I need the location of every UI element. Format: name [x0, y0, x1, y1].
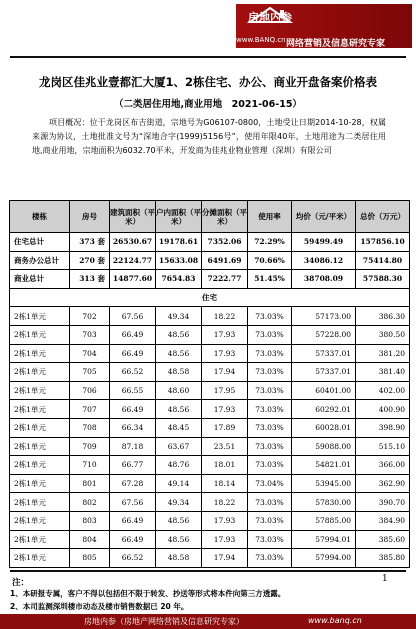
- price-table: [9, 200, 410, 568]
- table-cell: 17.93: [202, 530, 248, 549]
- table-cell: 23.51: [202, 437, 248, 456]
- table-cell: 67.56: [110, 307, 156, 326]
- table-row: [10, 325, 410, 344]
- table-cell: 73.03%: [248, 549, 292, 568]
- table-cell: 18.22: [202, 307, 248, 326]
- table-cell: 710: [70, 456, 110, 475]
- brand-tagline: 网络营销及信息研究专家: [286, 39, 386, 49]
- table-cell: 706: [70, 381, 110, 400]
- table-cell: 19178.61: [156, 233, 202, 252]
- table-cell: 2栋1单元: [10, 549, 70, 568]
- document-title: 龙岗区佳兆业壹都汇大厦1、2栋住宅、办公、商业开盘备案价格表: [39, 75, 377, 89]
- table-cell: 801: [70, 474, 110, 493]
- table-row: [10, 530, 410, 549]
- table-cell: 2栋1单元: [10, 400, 70, 419]
- project-overview: 项目概况：位于龙岗区布吉街道，宗地号为G06107-0800，土地受让日期2014-10-28，权属来源为协议，土地批准文号为“深地合字(1999)5156号”，使用年限40年，土地用途为二类居住用地,商业用地，宗地面积为6032.70平米，开发商为佳兆业物业管理（深圳）有限公司: [32, 118, 386, 155]
- table-cell: 73.03%: [248, 437, 292, 456]
- table-cell: 66.77: [110, 456, 156, 475]
- table-cell: 15633.08: [156, 251, 202, 270]
- section-label: 住宅: [10, 288, 410, 307]
- table-cell: 14877.60: [110, 270, 156, 289]
- note-item: 1、本研报专属，客户不得以包括但不限于转发、抄送等形式将本件向第三方透露。: [10, 589, 286, 598]
- section-row: [10, 288, 410, 307]
- table-row: [10, 381, 410, 400]
- table-row: [10, 344, 410, 363]
- footer-url: www.banq.cn: [308, 616, 362, 625]
- table-cell: 57994.01: [292, 530, 356, 549]
- table-cell: 59499.49: [292, 233, 356, 252]
- table-cell: 270 套: [70, 251, 110, 270]
- table-cell: 60028.01: [292, 418, 356, 437]
- table-cell: 400.90: [356, 400, 410, 419]
- table-header-row: [10, 201, 410, 233]
- table-cell: 2栋1单元: [10, 493, 70, 512]
- table-cell: 2栋1单元: [10, 344, 70, 363]
- table-cell: 373 套: [70, 233, 110, 252]
- table-cell: 57337.01: [292, 363, 356, 382]
- table-row: [10, 400, 410, 419]
- table-cell: 402.00: [356, 381, 410, 400]
- table-cell: 48.45: [156, 418, 202, 437]
- table-cell: 386.30: [356, 307, 410, 326]
- table-cell: 66.49: [110, 344, 156, 363]
- table-cell: 381.20: [356, 344, 410, 363]
- table-cell: 48.56: [156, 325, 202, 344]
- table-cell: 398.90: [356, 418, 410, 437]
- table-row: [10, 363, 410, 382]
- table-cell: 商业总计: [10, 270, 70, 289]
- table-cell: 17.95: [202, 381, 248, 400]
- table-cell: 73.03%: [248, 511, 292, 530]
- table-cell: 49.34: [156, 493, 202, 512]
- table-cell: 803: [70, 511, 110, 530]
- table-cell: 385.80: [356, 549, 410, 568]
- table-row: [10, 511, 410, 530]
- table-cell: 57994.00: [292, 549, 356, 568]
- table-cell: 59088.00: [292, 437, 356, 456]
- table-cell: 17.89: [202, 418, 248, 437]
- table-cell: 66.52: [110, 363, 156, 382]
- table-row: [10, 493, 410, 512]
- table-cell: 49.14: [156, 474, 202, 493]
- table-cell: 26530.67: [110, 233, 156, 252]
- table-cell: 366.00: [356, 456, 410, 475]
- table-cell: 66.49: [110, 325, 156, 344]
- column-header: 房号: [70, 201, 110, 233]
- table-cell: 73.03%: [248, 363, 292, 382]
- table-cell: 381.40: [356, 363, 410, 382]
- table-cell: 66.34: [110, 418, 156, 437]
- table-cell: 66.49: [110, 400, 156, 419]
- table-cell: 57885.00: [292, 511, 356, 530]
- table-cell: 66.49: [110, 511, 156, 530]
- table-cell: 2栋1单元: [10, 325, 70, 344]
- notes-label: 注：: [12, 578, 30, 588]
- table-cell: 48.56: [156, 400, 202, 419]
- table-cell: 49.34: [156, 307, 202, 326]
- table-cell: 73.03%: [248, 307, 292, 326]
- table-cell: 17.93: [202, 511, 248, 530]
- table-cell: 2栋1单元: [10, 381, 70, 400]
- table-cell: 804: [70, 530, 110, 549]
- table-cell: 57228.00: [292, 325, 356, 344]
- table-cell: 707: [70, 400, 110, 419]
- header-banner: [0, 0, 416, 52]
- table-cell: 72.29%: [248, 233, 292, 252]
- table-cell: 48.58: [156, 363, 202, 382]
- table-cell: 38708.09: [292, 270, 356, 289]
- header-rule: [10, 56, 406, 58]
- note-item: 2、本司监测深圳楼市动态及楼市销售数据已 20 年。: [10, 601, 189, 611]
- summary-row: [10, 270, 410, 289]
- table-row: [10, 437, 410, 456]
- table-cell: 17.94: [202, 549, 248, 568]
- table-cell: 17.94: [202, 363, 248, 382]
- table-cell: 390.70: [356, 493, 410, 512]
- table-cell: 708: [70, 418, 110, 437]
- table-cell: 380.50: [356, 325, 410, 344]
- table-row: [10, 418, 410, 437]
- table-cell: 362.90: [356, 474, 410, 493]
- table-cell: 34086.12: [292, 251, 356, 270]
- table-cell: 73.04%: [248, 474, 292, 493]
- table-cell: 313 套: [70, 270, 110, 289]
- table-cell: 66.55: [110, 381, 156, 400]
- brand-url: www.BANQ.cn: [236, 36, 286, 44]
- table-cell: 63.67: [156, 437, 202, 456]
- table-cell: 705: [70, 363, 110, 382]
- column-header: 建筑面积（平米）: [110, 201, 156, 233]
- table-cell: 51.45%: [248, 270, 292, 289]
- table-cell: 商务办公总计: [10, 251, 70, 270]
- table-cell: 385.60: [356, 530, 410, 549]
- table-cell: 73.03%: [248, 530, 292, 549]
- table-cell: 73.03%: [248, 400, 292, 419]
- document-subtitle: （二类居住用地,商业用地 2021-06-15）: [114, 99, 302, 110]
- table-cell: 384.90: [356, 511, 410, 530]
- table-cell: 57337.01: [292, 344, 356, 363]
- table-cell: 60401.00: [292, 381, 356, 400]
- table-cell: 17.93: [202, 344, 248, 363]
- table-cell: 73.03%: [248, 456, 292, 475]
- table-cell: 6491.69: [202, 251, 248, 270]
- table-cell: 7654.83: [156, 270, 202, 289]
- table-cell: 70.66%: [248, 251, 292, 270]
- table-cell: 2栋1单元: [10, 307, 70, 326]
- table-cell: 66.49: [110, 530, 156, 549]
- table-cell: 53945.00: [292, 474, 356, 493]
- table-cell: 18.01: [202, 456, 248, 475]
- column-header: 使用率: [248, 201, 292, 233]
- table-cell: 48.56: [156, 511, 202, 530]
- table-cell: 住宅总计: [10, 233, 70, 252]
- table-row: [10, 307, 410, 326]
- table-cell: 7222.77: [202, 270, 248, 289]
- column-header: 均价（元/平米）: [292, 201, 356, 233]
- brand-name: 房地内参: [248, 11, 292, 24]
- table-cell: 60292.01: [292, 400, 356, 419]
- table-cell: 67.28: [110, 474, 156, 493]
- table-cell: 22124.77: [110, 251, 156, 270]
- summary-row: [10, 233, 410, 252]
- table-cell: 87.18: [110, 437, 156, 456]
- table-cell: 18.14: [202, 474, 248, 493]
- table-cell: 48.60: [156, 381, 202, 400]
- table-cell: 73.03%: [248, 493, 292, 512]
- table-cell: 802: [70, 493, 110, 512]
- column-header: 分摊面积（平米）: [202, 201, 248, 233]
- table-cell: 48.56: [156, 344, 202, 363]
- table-cell: 709: [70, 437, 110, 456]
- table-cell: 703: [70, 325, 110, 344]
- table-cell: 17.93: [202, 400, 248, 419]
- table-cell: 2栋1单元: [10, 474, 70, 493]
- table-cell: 57173.00: [292, 307, 356, 326]
- table-cell: 57588.30: [356, 270, 410, 289]
- table-row: [10, 456, 410, 475]
- table-cell: 2栋1单元: [10, 530, 70, 549]
- table-cell: 73.03%: [248, 418, 292, 437]
- column-header: 楼栋: [10, 201, 70, 233]
- table-cell: 157856.10: [356, 233, 410, 252]
- table-cell: 73.03%: [248, 344, 292, 363]
- table-cell: 2栋1单元: [10, 437, 70, 456]
- table-cell: 73.03%: [248, 325, 292, 344]
- table-cell: 7352.06: [202, 233, 248, 252]
- table-cell: 48.76: [156, 456, 202, 475]
- table-cell: 805: [70, 549, 110, 568]
- table-cell: 2栋1单元: [10, 418, 70, 437]
- table-cell: 48.58: [156, 549, 202, 568]
- table-cell: 54821.01: [292, 456, 356, 475]
- column-header: 总价（万元）: [356, 201, 410, 233]
- page-number: 1: [382, 574, 388, 584]
- table-cell: 57830.00: [292, 493, 356, 512]
- table-cell: 2栋1单元: [10, 363, 70, 382]
- table-row: [10, 474, 410, 493]
- table-row: [10, 549, 410, 568]
- footer-text: 房地内参（房地产网络营销及信息研究专家）: [84, 617, 244, 626]
- column-header: 户内面积（平米）: [156, 201, 202, 233]
- table-cell: 704: [70, 344, 110, 363]
- table-cell: 2栋1单元: [10, 511, 70, 530]
- notes: [10, 588, 406, 613]
- summary-row: [10, 251, 410, 270]
- table-cell: 515.10: [356, 437, 410, 456]
- table-cell: 75414.80: [356, 251, 410, 270]
- table-cell: 702: [70, 307, 110, 326]
- table-cell: 18.22: [202, 493, 248, 512]
- footer-rule: [10, 570, 406, 572]
- table-cell: 73.03%: [248, 381, 292, 400]
- table-cell: 66.52: [110, 549, 156, 568]
- table-cell: 2栋1单元: [10, 456, 70, 475]
- table-cell: 17.93: [202, 325, 248, 344]
- table-cell: 48.56: [156, 530, 202, 549]
- table-cell: 67.56: [110, 493, 156, 512]
